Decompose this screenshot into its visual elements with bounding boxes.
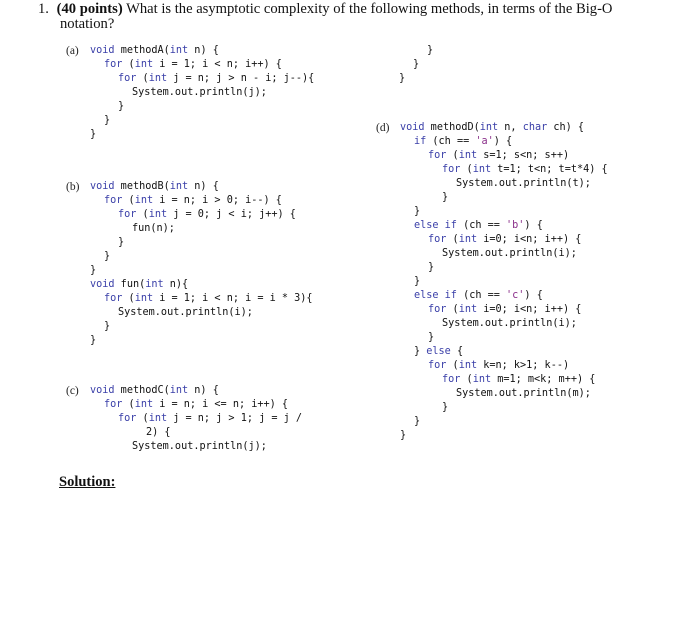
stray-brace: } bbox=[427, 45, 434, 56]
code-line: } bbox=[428, 262, 435, 273]
code-line: } bbox=[442, 192, 449, 203]
code-line: for (int i=0; i<n; i++) { bbox=[428, 234, 582, 245]
code-line: for (int i = n; i <= n; i++) { bbox=[104, 399, 289, 410]
code-line: } bbox=[104, 251, 111, 262]
code-line: } bbox=[414, 416, 421, 427]
code-line: void methodA(int n) { bbox=[90, 45, 219, 56]
code-line: for (int j = 0; j < i; j++) { bbox=[118, 209, 296, 220]
part-c-label: (c) bbox=[66, 385, 79, 397]
code-line: } bbox=[442, 402, 449, 413]
code-line: } bbox=[118, 101, 125, 112]
solution-label: Solution: bbox=[59, 474, 116, 490]
code-line: for (int t=1; t<n; t=t*4) { bbox=[442, 164, 608, 175]
code-line: for (int i = 1; i < n; i++) { bbox=[104, 59, 282, 70]
code-line: for (int j = n; j > 1; j = j / bbox=[118, 413, 303, 424]
code-line: System.out.println(j); bbox=[132, 87, 267, 98]
code-line: } else { bbox=[414, 346, 464, 357]
stray-brace: } bbox=[399, 73, 406, 84]
code-line: } bbox=[104, 321, 111, 332]
code-line: for (int s=1; s<n; s++) bbox=[428, 150, 570, 161]
code-line: } bbox=[400, 430, 407, 441]
code-line: } bbox=[90, 265, 97, 276]
part-d-label: (d) bbox=[376, 122, 390, 134]
code-line: fun(n); bbox=[132, 223, 175, 234]
code-line: System.out.println(i); bbox=[442, 318, 577, 329]
code-line: } bbox=[414, 276, 421, 287]
part-a-label: (a) bbox=[66, 45, 79, 57]
question-points: (40 points) bbox=[56, 1, 123, 17]
code-line: System.out.println(j); bbox=[132, 441, 267, 452]
code-line: } bbox=[428, 332, 435, 343]
code-line: else if (ch == 'c') { bbox=[414, 290, 543, 301]
code-line: 2) { bbox=[146, 427, 171, 438]
code-line: for (int i = 1; i < n; i = i * 3){ bbox=[104, 293, 313, 304]
code-line: void methodD(int n, char ch) { bbox=[400, 122, 585, 133]
question-header bbox=[38, 2, 688, 32]
stray-brace: } bbox=[413, 59, 420, 70]
code-line: for (int i=0; i<n; i++) { bbox=[428, 304, 582, 315]
code-line: System.out.println(i); bbox=[118, 307, 253, 318]
code-line: for (int m=1; m<k; m++) { bbox=[442, 374, 596, 385]
code-line: System.out.println(t); bbox=[456, 178, 591, 189]
code-line: void methodB(int n) { bbox=[90, 181, 219, 192]
code-line: System.out.println(i); bbox=[442, 248, 577, 259]
code-line: } bbox=[104, 115, 111, 126]
question-text: What is the asymptotic complexity of the following methods, in terms of the Big-O bbox=[126, 1, 613, 17]
code-line: for (int j = n; j > n - i; j--){ bbox=[118, 73, 315, 84]
code-line: else if (ch == 'b') { bbox=[414, 220, 543, 231]
code-line: for (int i = n; i > 0; i--) { bbox=[104, 195, 282, 206]
code-line: void methodC(int n) { bbox=[90, 385, 219, 396]
question-number: 1. bbox=[38, 1, 49, 17]
code-line: } bbox=[118, 237, 125, 248]
code-line: } bbox=[90, 129, 97, 140]
code-line: } bbox=[90, 335, 97, 346]
question-text-line2: notation? bbox=[60, 16, 115, 32]
code-line: void fun(int n){ bbox=[90, 279, 189, 290]
code-line: for (int k=n; k>1; k--) bbox=[428, 360, 570, 371]
code-line: if (ch == 'a') { bbox=[414, 136, 513, 147]
part-b-label: (b) bbox=[66, 181, 80, 193]
code-line: } bbox=[414, 206, 421, 217]
code-line: System.out.println(m); bbox=[456, 388, 591, 399]
